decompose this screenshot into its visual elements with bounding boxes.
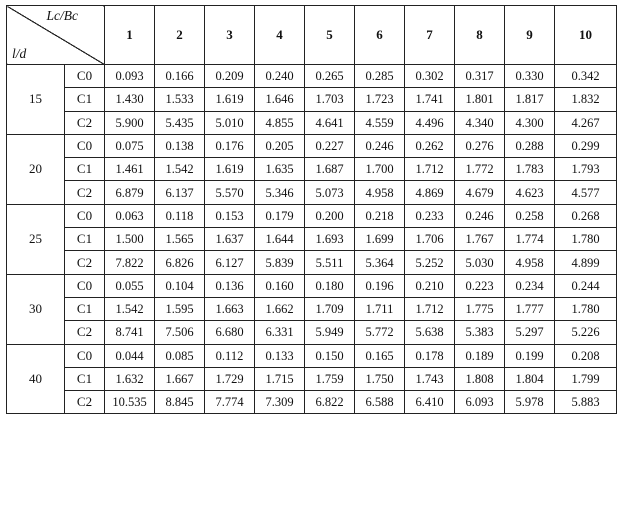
value-cell: 1.780: [555, 228, 617, 251]
value-cell: 1.780: [555, 297, 617, 320]
value-cell: 0.302: [405, 65, 455, 88]
value-cell: 4.496: [405, 111, 455, 134]
value-cell: 0.246: [455, 204, 505, 227]
value-cell: 5.883: [555, 391, 617, 414]
value-cell: 1.663: [205, 297, 255, 320]
table-row: [7, 88, 617, 111]
value-cell: 0.093: [105, 65, 155, 88]
value-cell: 0.288: [505, 134, 555, 157]
value-cell: 1.565: [155, 228, 205, 251]
value-cell: 0.218: [355, 204, 405, 227]
ld-value-cell: 40: [7, 344, 65, 414]
value-cell: 1.772: [455, 158, 505, 181]
value-cell: 7.506: [155, 321, 205, 344]
value-cell: 0.240: [255, 65, 305, 88]
value-cell: 7.774: [205, 391, 255, 414]
value-cell: 4.958: [355, 181, 405, 204]
table-row: [7, 65, 617, 88]
value-cell: 0.209: [205, 65, 255, 88]
value-cell: 0.330: [505, 65, 555, 88]
value-cell: 5.226: [555, 321, 617, 344]
coefficient-label-cell: C2: [65, 251, 105, 274]
value-cell: 0.244: [555, 274, 617, 297]
value-cell: 1.767: [455, 228, 505, 251]
table-row: [7, 321, 617, 344]
value-cell: 1.632: [105, 367, 155, 390]
value-cell: 1.712: [405, 297, 455, 320]
value-cell: 1.430: [105, 88, 155, 111]
table-row: [7, 181, 617, 204]
value-cell: 0.165: [355, 344, 405, 367]
value-cell: 5.297: [505, 321, 555, 344]
l-d-label: l/d: [12, 46, 27, 61]
value-cell: 0.136: [205, 274, 255, 297]
value-cell: 4.855: [255, 111, 305, 134]
value-cell: 5.638: [405, 321, 455, 344]
value-cell: 4.577: [555, 181, 617, 204]
value-cell: 1.461: [105, 158, 155, 181]
value-cell: 0.179: [255, 204, 305, 227]
table-row: [7, 228, 617, 251]
value-cell: 4.267: [555, 111, 617, 134]
column-header: 9: [505, 6, 555, 65]
value-cell: 6.410: [405, 391, 455, 414]
value-cell: 8.845: [155, 391, 205, 414]
value-cell: 1.646: [255, 88, 305, 111]
value-cell: 1.723: [355, 88, 405, 111]
value-cell: 5.030: [455, 251, 505, 274]
value-cell: 0.178: [405, 344, 455, 367]
value-cell: 0.227: [305, 134, 355, 157]
coefficient-label-cell: C2: [65, 111, 105, 134]
value-cell: 1.750: [355, 367, 405, 390]
value-cell: 0.317: [455, 65, 505, 88]
value-cell: 1.783: [505, 158, 555, 181]
value-cell: 0.085: [155, 344, 205, 367]
table-row: [7, 204, 617, 227]
value-cell: 0.200: [305, 204, 355, 227]
value-cell: 6.137: [155, 181, 205, 204]
value-cell: 5.010: [205, 111, 255, 134]
value-cell: 1.542: [155, 158, 205, 181]
value-cell: 1.801: [455, 88, 505, 111]
value-cell: 5.073: [305, 181, 355, 204]
column-header: 6: [355, 6, 405, 65]
table-row: [7, 344, 617, 367]
value-cell: 1.595: [155, 297, 205, 320]
value-cell: 6.822: [305, 391, 355, 414]
coefficient-label-cell: C1: [65, 297, 105, 320]
value-cell: 1.741: [405, 88, 455, 111]
coefficient-label-cell: C1: [65, 158, 105, 181]
value-cell: 10.535: [105, 391, 155, 414]
value-cell: 1.793: [555, 158, 617, 181]
table-row: [7, 274, 617, 297]
value-cell: 0.199: [505, 344, 555, 367]
value-cell: 1.699: [355, 228, 405, 251]
value-cell: 0.262: [405, 134, 455, 157]
value-cell: 0.223: [455, 274, 505, 297]
value-cell: 0.153: [205, 204, 255, 227]
value-cell: 7.309: [255, 391, 305, 414]
value-cell: 5.252: [405, 251, 455, 274]
value-cell: 1.777: [505, 297, 555, 320]
value-cell: 0.055: [105, 274, 155, 297]
value-cell: 1.667: [155, 367, 205, 390]
value-cell: 1.804: [505, 367, 555, 390]
table-row: [7, 134, 617, 157]
value-cell: 4.623: [505, 181, 555, 204]
value-cell: 0.265: [305, 65, 355, 88]
value-cell: 1.533: [155, 88, 205, 111]
value-cell: 0.258: [505, 204, 555, 227]
value-cell: 4.300: [505, 111, 555, 134]
value-cell: 0.104: [155, 274, 205, 297]
value-cell: 5.900: [105, 111, 155, 134]
value-cell: 0.210: [405, 274, 455, 297]
column-header: 5: [305, 6, 355, 65]
value-cell: 1.799: [555, 367, 617, 390]
table-row: [7, 391, 617, 414]
coefficient-label-cell: C1: [65, 228, 105, 251]
value-cell: 1.808: [455, 367, 505, 390]
value-cell: 1.500: [105, 228, 155, 251]
value-cell: 1.711: [355, 297, 405, 320]
value-cell: 0.176: [205, 134, 255, 157]
ld-value-cell: 25: [7, 204, 65, 274]
value-cell: 1.687: [305, 158, 355, 181]
value-cell: 5.839: [255, 251, 305, 274]
coefficient-label-cell: C2: [65, 321, 105, 344]
table-row: [7, 367, 617, 390]
corner-header-cell: [7, 6, 105, 65]
value-cell: 0.299: [555, 134, 617, 157]
coefficient-label-cell: C2: [65, 181, 105, 204]
value-cell: 1.693: [305, 228, 355, 251]
value-cell: 1.759: [305, 367, 355, 390]
table-container: [6, 5, 617, 414]
coefficient-label-cell: C0: [65, 134, 105, 157]
column-header: 4: [255, 6, 305, 65]
value-cell: 1.619: [205, 88, 255, 111]
coefficient-label-cell: C0: [65, 344, 105, 367]
value-cell: 0.276: [455, 134, 505, 157]
value-cell: 0.268: [555, 204, 617, 227]
value-cell: 0.063: [105, 204, 155, 227]
value-cell: 1.706: [405, 228, 455, 251]
value-cell: 0.180: [305, 274, 355, 297]
value-cell: 1.635: [255, 158, 305, 181]
value-cell: 6.331: [255, 321, 305, 344]
coefficient-label-cell: C1: [65, 367, 105, 390]
value-cell: 1.775: [455, 297, 505, 320]
value-cell: 4.340: [455, 111, 505, 134]
value-cell: 1.709: [305, 297, 355, 320]
value-cell: 0.234: [505, 274, 555, 297]
value-cell: 0.246: [355, 134, 405, 157]
value-cell: 4.679: [455, 181, 505, 204]
value-cell: 5.346: [255, 181, 305, 204]
value-cell: 1.743: [405, 367, 455, 390]
value-cell: 5.383: [455, 321, 505, 344]
table-row: [7, 297, 617, 320]
coefficient-label-cell: C2: [65, 391, 105, 414]
value-cell: 5.364: [355, 251, 405, 274]
coefficient-table: [6, 5, 617, 414]
value-cell: 0.138: [155, 134, 205, 157]
value-cell: 0.160: [255, 274, 305, 297]
coefficient-label-cell: C0: [65, 65, 105, 88]
value-cell: 1.832: [555, 88, 617, 111]
value-cell: 0.285: [355, 65, 405, 88]
value-cell: 4.559: [355, 111, 405, 134]
value-cell: 0.150: [305, 344, 355, 367]
value-cell: 0.205: [255, 134, 305, 157]
value-cell: 6.879: [105, 181, 155, 204]
value-cell: 5.949: [305, 321, 355, 344]
ld-value-cell: 30: [7, 274, 65, 344]
value-cell: 0.166: [155, 65, 205, 88]
value-cell: 1.774: [505, 228, 555, 251]
value-cell: 1.729: [205, 367, 255, 390]
ld-value-cell: 20: [7, 134, 65, 204]
value-cell: 1.715: [255, 367, 305, 390]
value-cell: 0.208: [555, 344, 617, 367]
value-cell: 0.196: [355, 274, 405, 297]
coefficient-label-cell: C0: [65, 274, 105, 297]
value-cell: 4.899: [555, 251, 617, 274]
value-cell: 0.112: [205, 344, 255, 367]
value-cell: 5.435: [155, 111, 205, 134]
value-cell: 5.772: [355, 321, 405, 344]
table-body: [7, 65, 617, 414]
value-cell: 4.958: [505, 251, 555, 274]
value-cell: 6.127: [205, 251, 255, 274]
value-cell: 4.641: [305, 111, 355, 134]
coefficient-label-cell: C0: [65, 204, 105, 227]
value-cell: 6.680: [205, 321, 255, 344]
value-cell: 1.619: [205, 158, 255, 181]
column-header: 2: [155, 6, 205, 65]
value-cell: 1.542: [105, 297, 155, 320]
value-cell: 5.511: [305, 251, 355, 274]
lc-bc-label: Lc/Bc: [46, 8, 78, 23]
column-header: 8: [455, 6, 505, 65]
value-cell: 1.662: [255, 297, 305, 320]
value-cell: 0.118: [155, 204, 205, 227]
value-cell: 5.570: [205, 181, 255, 204]
table-row: [7, 111, 617, 134]
value-cell: 1.637: [205, 228, 255, 251]
value-cell: 0.133: [255, 344, 305, 367]
value-cell: 1.712: [405, 158, 455, 181]
value-cell: 0.233: [405, 204, 455, 227]
value-cell: 8.741: [105, 321, 155, 344]
value-cell: 4.869: [405, 181, 455, 204]
coefficient-label-cell: C1: [65, 88, 105, 111]
column-header: 3: [205, 6, 255, 65]
value-cell: 1.817: [505, 88, 555, 111]
value-cell: 6.093: [455, 391, 505, 414]
column-header: 7: [405, 6, 455, 65]
column-header: 1: [105, 6, 155, 65]
value-cell: 1.703: [305, 88, 355, 111]
table-row: [7, 251, 617, 274]
value-cell: 6.826: [155, 251, 205, 274]
value-cell: 0.342: [555, 65, 617, 88]
value-cell: 0.044: [105, 344, 155, 367]
value-cell: 5.978: [505, 391, 555, 414]
value-cell: 7.822: [105, 251, 155, 274]
table-row: [7, 158, 617, 181]
value-cell: 1.644: [255, 228, 305, 251]
ld-value-cell: 15: [7, 65, 65, 135]
value-cell: 0.075: [105, 134, 155, 157]
value-cell: 1.700: [355, 158, 405, 181]
value-cell: 0.189: [455, 344, 505, 367]
value-cell: 6.588: [355, 391, 405, 414]
column-header: 10: [555, 6, 617, 65]
header-row: [7, 6, 617, 65]
